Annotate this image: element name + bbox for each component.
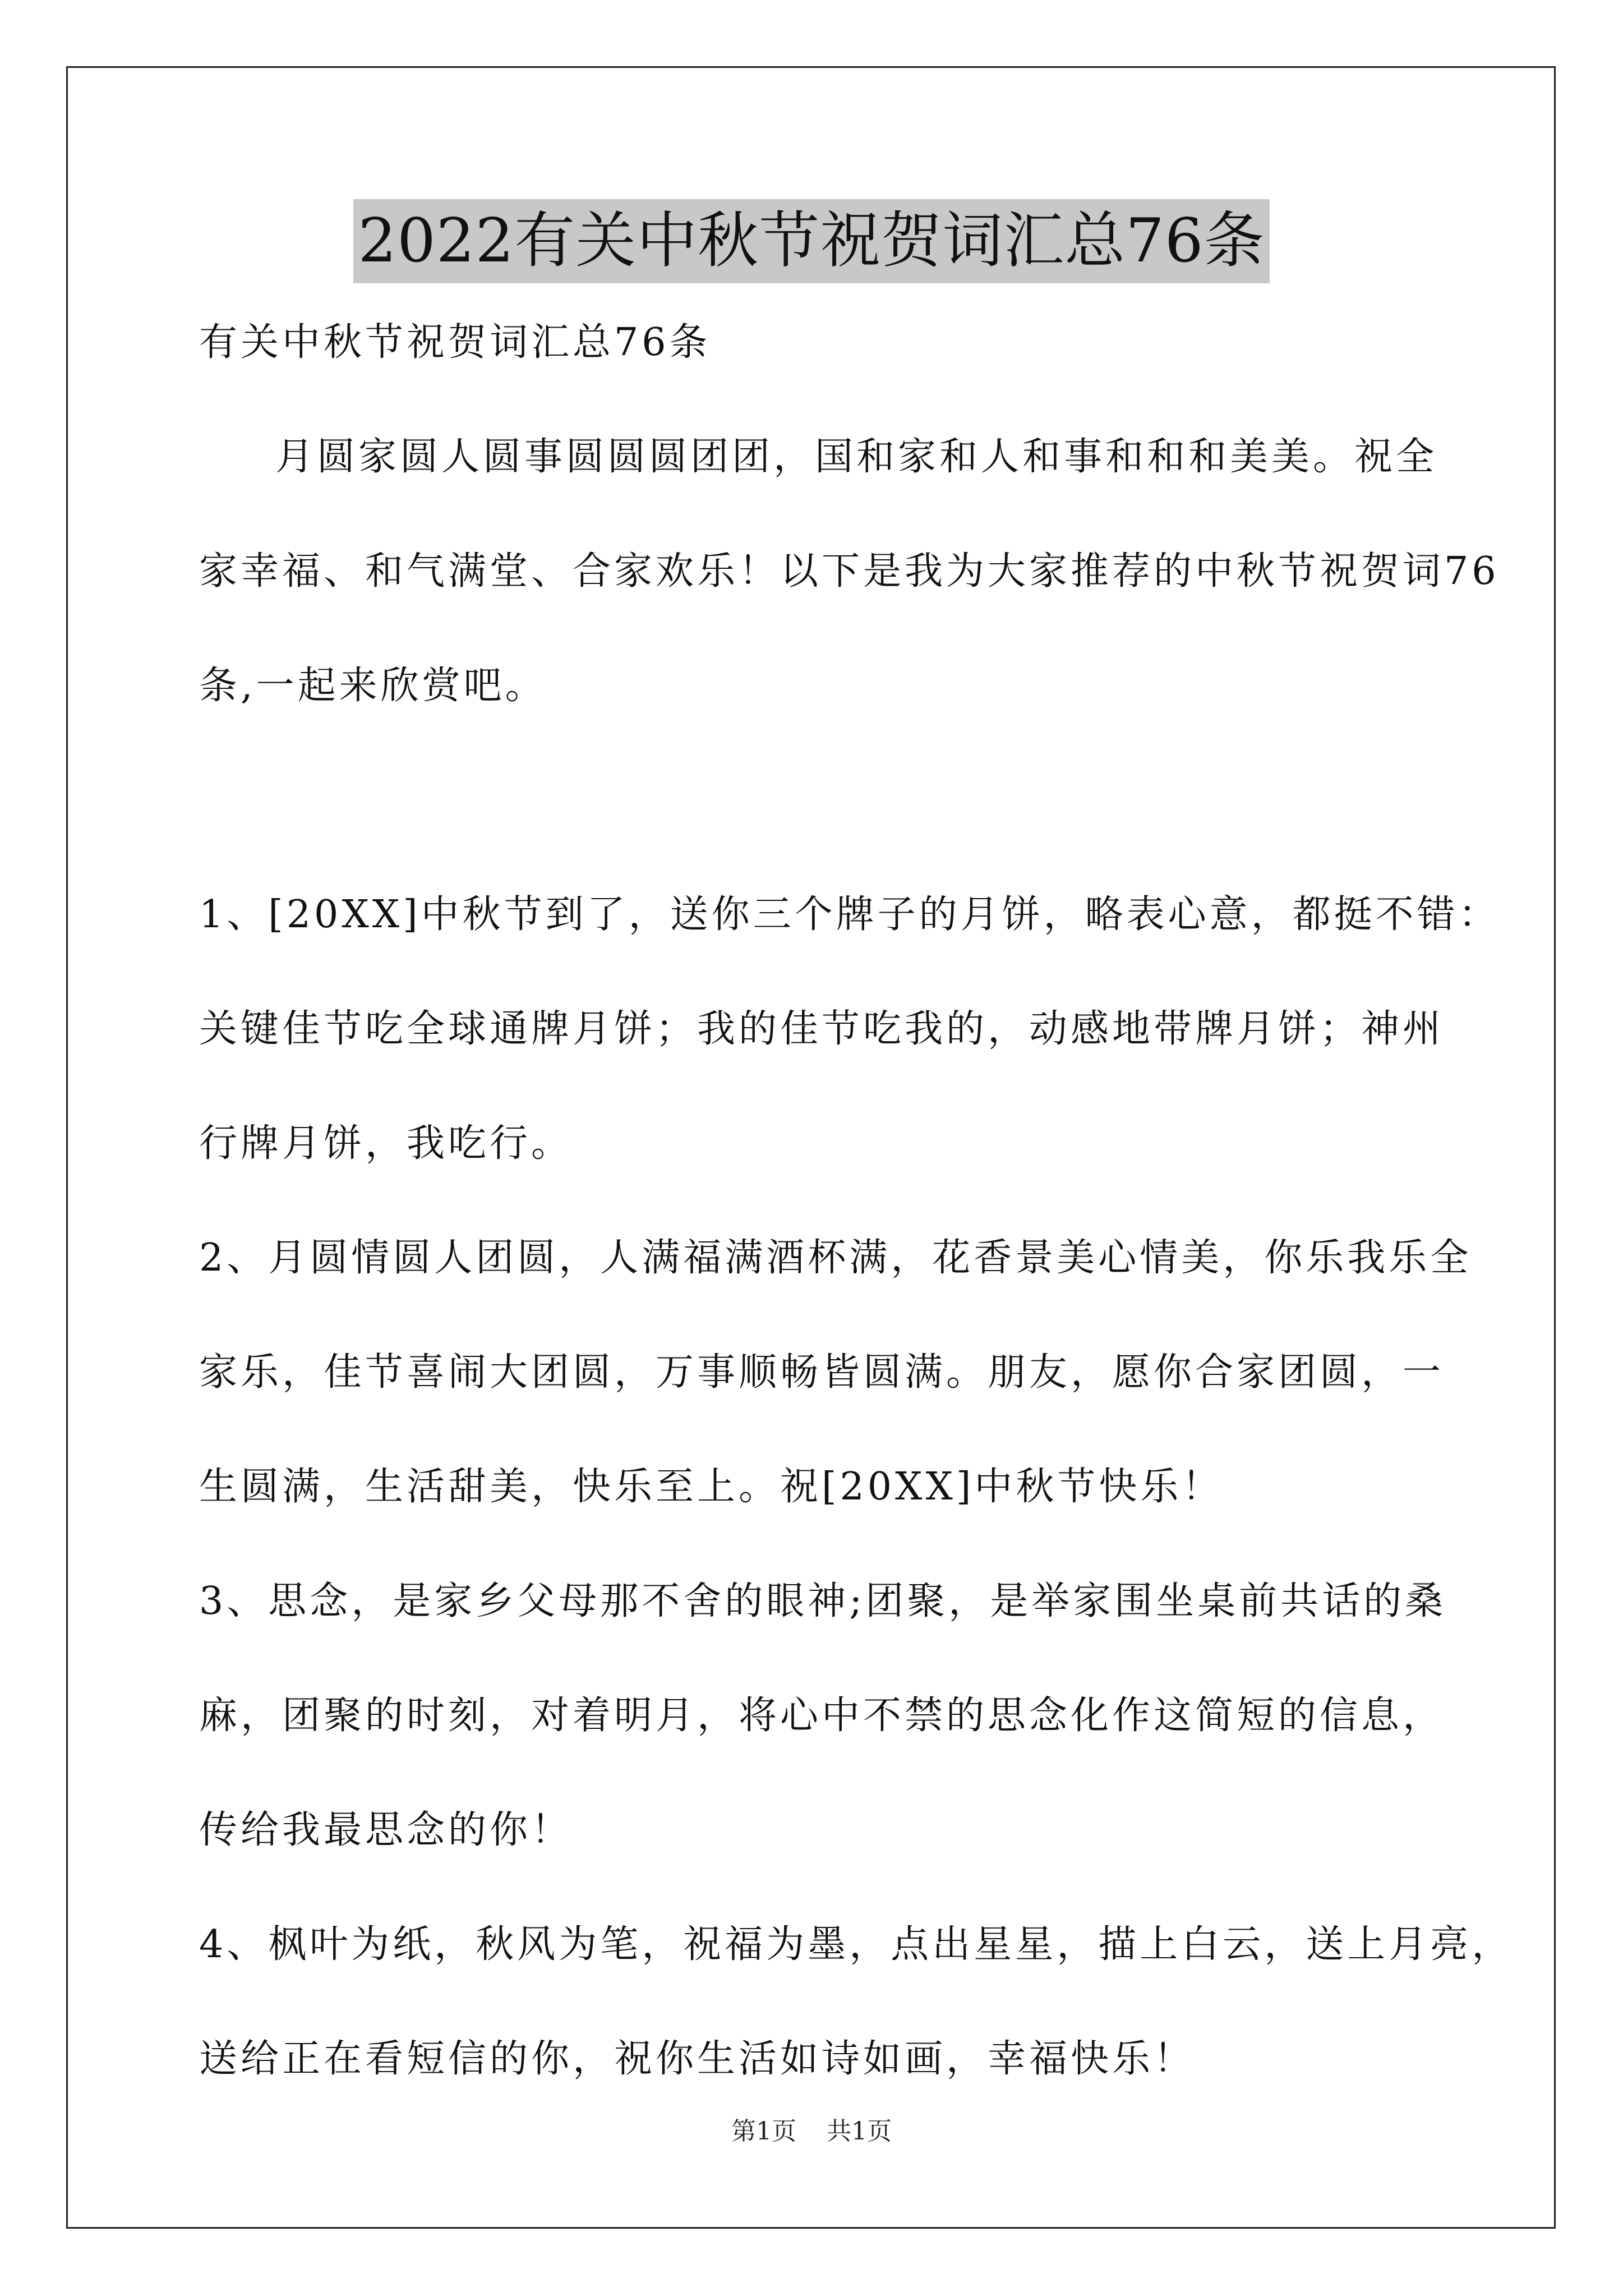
page-footer	[0, 2115, 1623, 2148]
page-total: 共1页	[827, 2117, 892, 2146]
document-title: 2022有关中秋节祝贺词汇总76条	[353, 199, 1269, 283]
document-body	[199, 314, 1514, 2145]
item-3-line: 3、思念，是家乡父母那不舍的眼神;团聚，是举家围坐桌前共话的桑	[199, 1579, 1447, 1623]
item-1-line: 关键佳节吃全球通牌月饼；我的佳节吃我的，动感地带牌月饼；神州	[199, 1007, 1445, 1051]
intro-line: 条,一起来欣赏吧。	[199, 664, 547, 708]
title-area	[0, 199, 1623, 283]
item-1-line: 行牌月饼，我吃行。	[199, 1121, 573, 1166]
item-3-line: 传给我最思念的你！	[199, 1808, 573, 1852]
page-number: 第1页	[731, 2117, 796, 2146]
intro-line: 月圆家圆人圆事圆圆圆团团，国和家和人和事和和和美美。祝全	[275, 435, 1438, 479]
item-3-line: 麻，团聚的时刻，对着明月，将心中不禁的思念化作这简短的信息，	[199, 1694, 1445, 1738]
paragraph-gap	[199, 772, 1433, 886]
subtitle-line: 有关中秋节祝贺词汇总76条	[199, 320, 711, 365]
item-1-line: 1、[20XX]中秋节到了，送你三个牌子的月饼，略表心意，都挺不错：	[199, 892, 1500, 937]
item-4-line: 4、枫叶为纸，秋风为笔，祝福为墨，点出星星，描上白云，送上月亮，	[199, 1922, 1514, 1967]
item-4-line: 送给正在看短信的你，祝你生活如诗如画，幸福快乐！	[199, 2037, 1196, 2081]
item-2-line: 生圆满，生活甜美，快乐至上。祝[20XX]中秋节快乐！	[199, 1465, 1224, 1509]
item-2-line: 2、月圆情圆人团圆，人满福满酒杯满，花香景美心情美，你乐我乐全	[199, 1236, 1472, 1280]
item-2-line: 家乐，佳节喜闹大团圆，万事顺畅皆圆满。朋友，愿你合家团圆，一	[199, 1350, 1445, 1395]
intro-line: 家幸福、和气满堂、合家欢乐！以下是我为大家推荐的中秋节祝贺词76	[199, 549, 1500, 593]
